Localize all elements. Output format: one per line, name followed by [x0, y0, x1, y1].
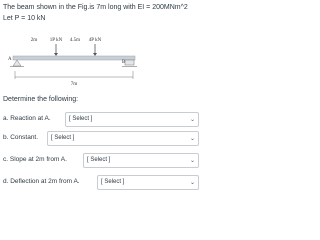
question-a-select-value: [ Select ]	[69, 116, 93, 122]
label-a: A	[8, 57, 12, 62]
span-dimension	[15, 71, 133, 79]
chevron-down-icon: ⌄	[189, 158, 195, 164]
chevron-down-icon: ⌄	[189, 136, 195, 142]
problem-line-2: Let P = 10 kN	[3, 15, 46, 22]
dim-mid-label: 4.5m	[69, 38, 81, 43]
question-a-select[interactable]	[65, 112, 199, 127]
question-d-select-value: [ Select ]	[101, 179, 125, 185]
question-d-label: d. Deflection at 2m from A.	[3, 178, 80, 185]
question-b	[3, 131, 197, 146]
question-b-label: b. Constant.	[3, 134, 39, 141]
problem-statement	[3, 2, 199, 24]
load2-label: 4P kN	[88, 38, 102, 43]
question-a-label: a. Reaction at A.	[3, 115, 51, 122]
beam	[13, 56, 135, 60]
question-c-select-value: [ Select ]	[87, 157, 111, 163]
instructions: Determine the following:	[3, 96, 79, 103]
problem-line-1: The beam shown in the Fig.is 7m long with EI = 200MNm^2	[3, 4, 188, 11]
question-b-select-value: [ Select ]	[51, 135, 75, 141]
question-c-label: c. Slope at 2m from A.	[3, 156, 67, 163]
span-label: 7m	[70, 82, 78, 87]
load2-arrow	[93, 44, 97, 56]
support-a	[10, 60, 24, 67]
question-c	[3, 153, 197, 168]
dim-left-label: 2m	[30, 38, 38, 43]
question-d-select[interactable]	[97, 175, 199, 190]
chevron-down-icon: ⌄	[189, 180, 195, 186]
question-b-select[interactable]	[47, 131, 199, 146]
label-b: B	[122, 60, 126, 65]
load1-arrow	[54, 44, 58, 56]
load1-label: 1P kN	[49, 38, 63, 43]
chevron-down-icon: ⌄	[189, 117, 195, 123]
question-c-select[interactable]	[83, 153, 199, 168]
question-d	[3, 175, 197, 190]
question-a	[3, 112, 197, 127]
beam-figure	[0, 33, 200, 89]
